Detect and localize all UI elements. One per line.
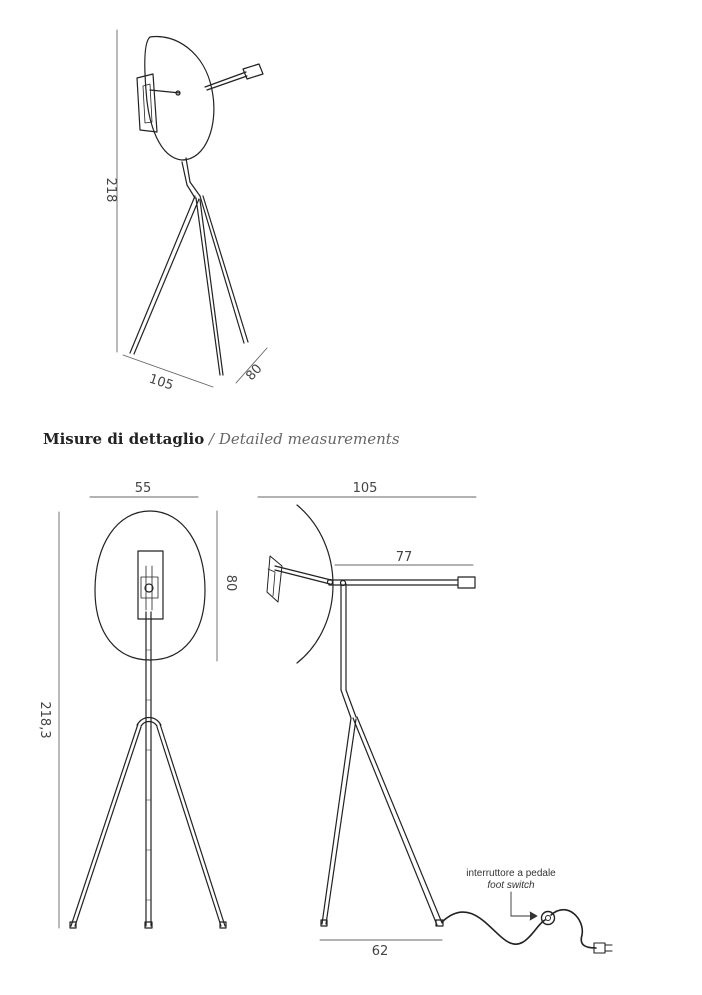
side-arm-length-label: 77 <box>395 550 413 565</box>
side-view-lamp <box>267 505 475 926</box>
front-shade-width-label: 55 <box>134 481 152 496</box>
foot-switch-callout <box>455 868 567 892</box>
power-cable <box>442 910 596 948</box>
perspective-leg-right <box>200 196 244 343</box>
side-leg-back <box>353 718 437 925</box>
front-shade <box>95 511 205 660</box>
front-total-height-label: 218,3 <box>37 701 52 739</box>
top-depth-label: 105 <box>146 371 176 394</box>
section-heading <box>43 430 400 448</box>
front-shade-height-label: 80 <box>223 574 238 592</box>
perspective-dimensions <box>117 30 267 387</box>
section-separator: / <box>209 430 215 448</box>
side-view-dimensions <box>258 497 476 940</box>
foot-switch-leader <box>511 892 537 920</box>
foot-switch-label-en: foot switch <box>487 880 535 891</box>
side-overall-depth-label: 105 <box>352 481 378 496</box>
front-leg-left <box>71 724 138 926</box>
perspective-lamp <box>130 36 263 375</box>
perspective-leg-left <box>130 196 195 353</box>
side-leg-front <box>322 718 351 924</box>
front-reflector <box>138 551 163 619</box>
foot-switch-label-it: interruttore a pedale <box>466 868 556 879</box>
section-title-it: Misure di dettaglio <box>43 430 205 448</box>
side-base-depth-label: 62 <box>371 944 389 959</box>
top-width-label: 80 <box>243 361 266 384</box>
section-title-en: Detailed measurements <box>218 430 400 448</box>
side-counterweight <box>458 577 475 588</box>
front-view-lamp <box>70 511 226 928</box>
front-leg-right <box>160 724 225 926</box>
foot-switch-icon <box>542 912 555 925</box>
top-height-label: 218 <box>103 177 118 203</box>
